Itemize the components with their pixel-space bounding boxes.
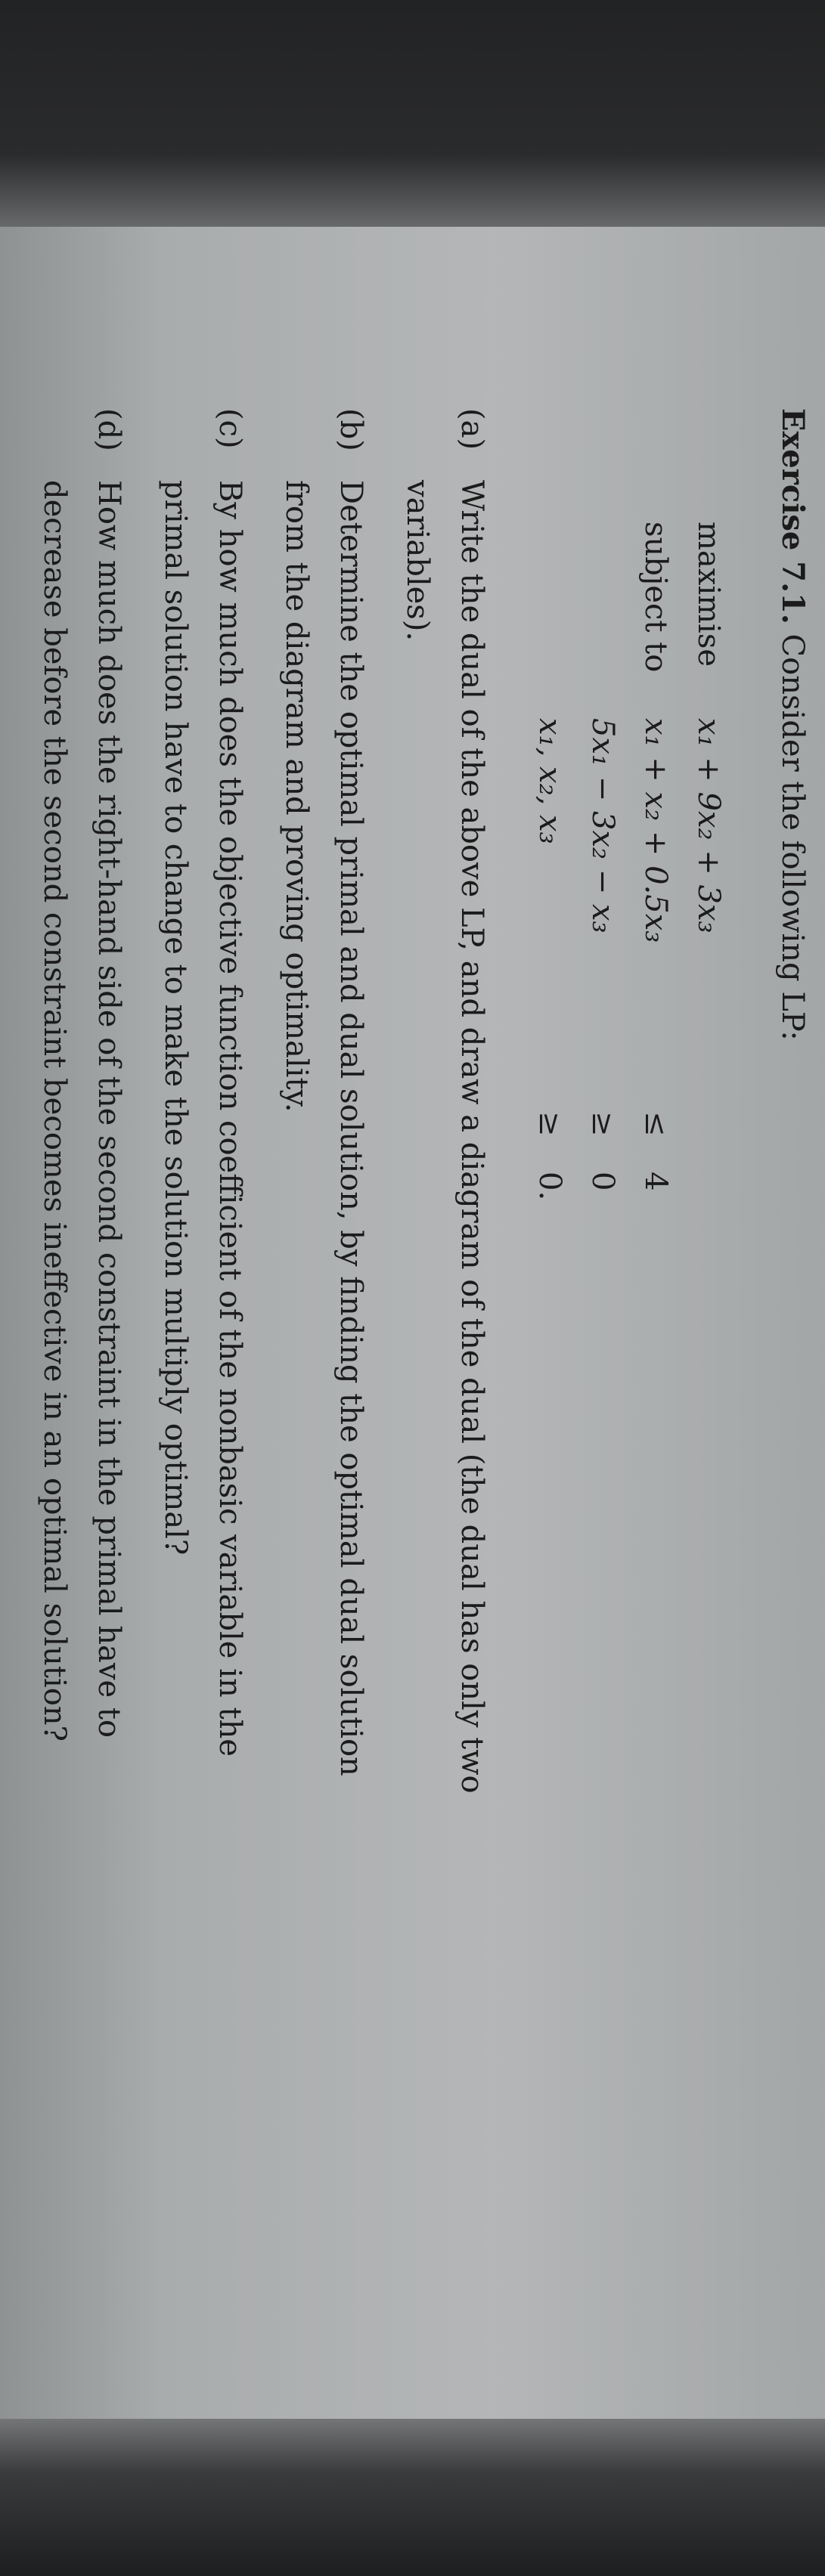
- lp-expression: 5x₁ − 3x₂ − x₃: [585, 718, 620, 933]
- part-line: How much does the right-hand side of the second constraint in the primal have to: [91, 480, 126, 1738]
- part-line: By how much does the objective function coefficient of the nonbasic variable in the: [212, 480, 247, 1757]
- lp-keyword: subject to: [638, 522, 673, 673]
- lp-relation: ≥: [585, 1111, 620, 1137]
- part-text: [148, 480, 257, 2404]
- part-line: Determine the optimal primal and dual solution, by finding the optimal dual solution: [333, 480, 368, 1776]
- lp-relation: ≤: [638, 1111, 673, 1137]
- exercise-document: [0, 408, 817, 2464]
- part-label: (d): [91, 408, 126, 451]
- exercise-label: Exercise 7.1.: [775, 408, 811, 624]
- part-line: from the diagram and proving optimality.: [279, 480, 314, 1113]
- part-line: decrease before the second constraint becomes ineffective in an optimal solution?: [37, 480, 72, 1742]
- part-label: (a): [454, 408, 489, 450]
- exercise-heading: [775, 408, 811, 1041]
- lp-expression: x₁, x₂, x₃: [532, 718, 567, 844]
- lp-expression: x₁ + x₂ + 0.5x₃: [638, 718, 673, 943]
- lp-rhs: 4: [638, 1172, 673, 1191]
- part-line: Write the dual of the above LP, and draw a diagram of the dual (the dual has only two: [454, 480, 489, 1794]
- part-text: [390, 480, 499, 2404]
- lp-rhs: 0: [585, 1172, 620, 1191]
- lp-relation: ≥: [532, 1111, 567, 1137]
- part-label: (b): [333, 408, 368, 451]
- part-text: [27, 480, 136, 2404]
- lp-expression: x₁ + 9x₂ + 3x₃: [691, 718, 726, 933]
- part-line: primal solution have to change to make the solution multiply optimal?: [158, 480, 193, 1556]
- part-line: variables).: [400, 480, 435, 642]
- part-label: (c): [212, 408, 247, 449]
- lp-keyword: maximise: [691, 522, 726, 667]
- part-text: [269, 480, 378, 2404]
- lp-rhs: 0.: [532, 1172, 567, 1201]
- exercise-intro: Consider the following LP:: [775, 633, 810, 1041]
